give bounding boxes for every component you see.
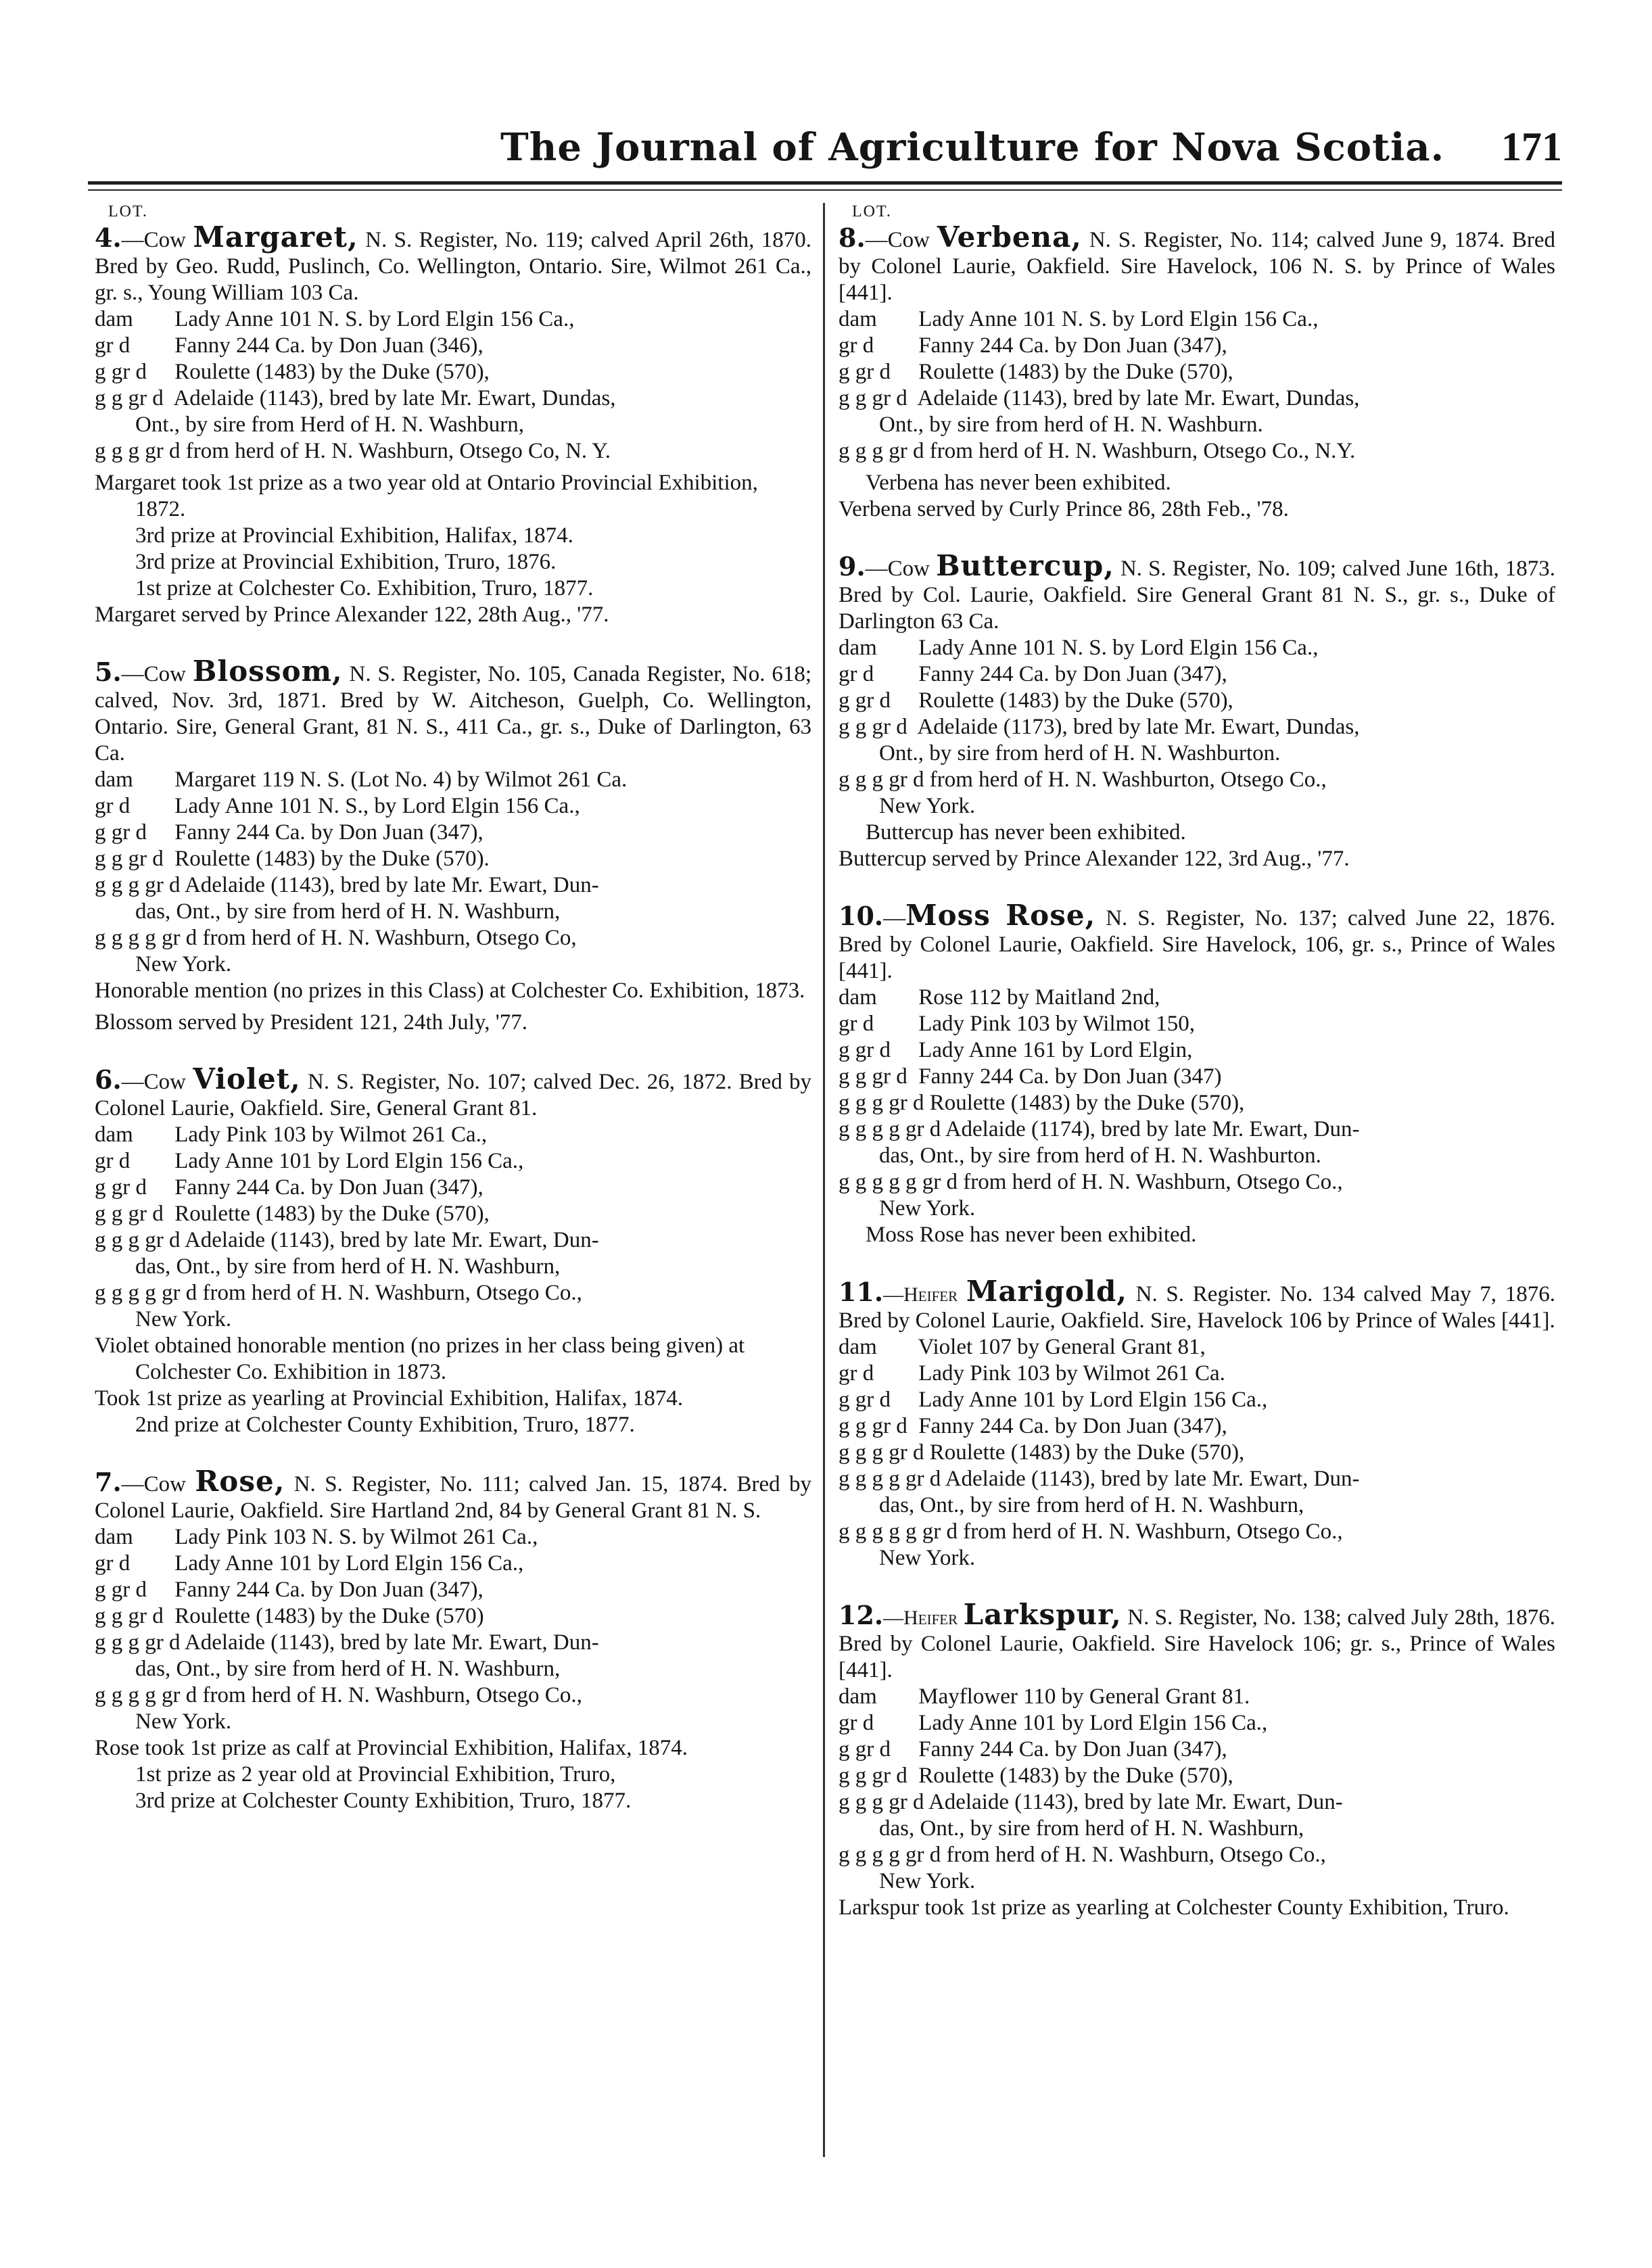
pedigree-text: from herd of H. N. Washburton, Otsego Co., — [929, 767, 1327, 792]
pedigree-line — [839, 985, 1555, 1011]
pedigree-line — [839, 359, 1555, 385]
pedigree-text: Lady Anne 101 N. S. by Lord Elgin 156 Ca., — [918, 307, 1319, 331]
pedigree-continuation: Ont., by sire from herd of H. N. Washburton. — [879, 741, 1281, 765]
pedigree-line — [839, 1361, 1555, 1387]
generation-label: g g gr d — [95, 847, 164, 871]
right-column — [839, 203, 1555, 1921]
generation-label: gr d — [839, 1711, 874, 1735]
pedigree-line — [839, 333, 1555, 359]
entry-description: N. S. Register, No. 109; calved June 16th, 1873. Bred by Col. Laurie, Oakfield. Sire General Grant 81 N. S., gr. s., Duke of Darlington 63 Ca. — [839, 557, 1556, 634]
pedigree-text: Fanny 244 Ca. by Don Juan (347), — [174, 1578, 483, 1602]
generation-label: dam — [95, 1123, 133, 1147]
generation-label: g gr d — [839, 1388, 891, 1412]
generation-label: g gr d — [839, 1038, 891, 1062]
pedigree-text: Fanny 244 Ca. by Don Juan (347), — [918, 1414, 1227, 1438]
pedigree-line — [95, 820, 811, 846]
pedigree-text: Lady Pink 103 by Wilmot 261 Ca., — [174, 1123, 488, 1147]
animal-kind: — — [883, 906, 906, 930]
entry-heading — [95, 1465, 811, 1524]
pedigree-text: Adelaide (1143), bred by late Mr. Ewart, Dun- — [184, 873, 599, 897]
animal-name: Moss Rose, — [905, 899, 1096, 932]
lot-entry-6 — [95, 1062, 812, 1438]
pedigree-text: Fanny 244 Ca. by Don Juan (347), — [918, 333, 1227, 358]
generation-label: gr d — [95, 1551, 131, 1576]
pedigree-line — [839, 1064, 1555, 1090]
entry-note: 1st prize at Colchester Co. Exhibition, Truro, 1877. — [135, 576, 594, 600]
generation-label: g gr d — [839, 360, 891, 384]
entry-description: N. S. Register, No. 111; calved Jan. 15, 1874. Bred by Colonel Laurie, Oakfield. Sire Hartland 2nd, 84 by General Grant 81 N. S. — [95, 1472, 811, 1523]
animal-kind: —Cow — [121, 662, 187, 686]
pedigree-line — [95, 438, 811, 465]
pedigree-text: Violet 107 by General Grant 81, — [918, 1335, 1206, 1359]
lot-entry-4 — [95, 220, 812, 628]
pedigree-text: from herd of H. N. Washburn, Otsego Co., N.Y. — [929, 439, 1356, 463]
animal-kind: —Cow — [121, 1070, 187, 1094]
lot-entry-9 — [839, 549, 1556, 872]
pedigree-line — [95, 793, 811, 820]
pedigree-line — [839, 1684, 1555, 1710]
animal-kind: —Cow — [865, 228, 930, 252]
animal-name: Blossom, — [192, 655, 343, 688]
pedigree-line — [839, 1169, 1555, 1222]
pedigree-line — [95, 1148, 811, 1175]
entry-note: 1st prize as 2 year old at Provincial Exhibition, Truro, — [135, 1762, 616, 1787]
pedigree-line — [95, 767, 811, 793]
lot-number: 11. — [839, 1277, 884, 1307]
pedigree-line — [839, 385, 1555, 438]
pedigree-line — [95, 1524, 811, 1551]
pedigree-line — [95, 846, 811, 872]
animal-name: Larkspur, — [963, 1598, 1122, 1631]
pedigree-continuation: das, Ont., by sire from herd of H. N. Washburn, — [879, 1493, 1304, 1517]
pedigree-continuation: Ont., by sire from Herd of H. N. Washburn, — [135, 412, 525, 437]
entry-description: N. S. Register, No. 105, Canada Register, No. 618; calved, Nov. 3rd, 1871. Bred by W. Aitcheson, Guelph, Co. Wellington, Ontario. Sire, General Grant, 81 N. S., 411 Ca., gr. s., Duke of Darlington, 63 Ca. — [95, 662, 811, 765]
generation-label: g g gr d — [95, 1604, 164, 1628]
generation-label: g g gr d — [95, 1202, 164, 1226]
pedigree-line — [839, 1763, 1555, 1789]
pedigree-line — [839, 635, 1555, 661]
lot-number: 8. — [839, 222, 866, 253]
pedigree-line — [839, 1789, 1555, 1842]
generation-label: g gr d — [839, 1737, 891, 1762]
lot-number: 4. — [95, 222, 122, 253]
entry-heading — [95, 220, 812, 306]
generation-label: g g g g gr d — [95, 1683, 197, 1707]
pedigree-continuation: das, Ont., by sire from herd of H. N. Washburn, — [135, 899, 561, 924]
entry-heading — [95, 1062, 812, 1122]
pedigree-line — [95, 1227, 811, 1280]
pedigree-text: Lady Pink 103 by Wilmot 261 Ca. — [918, 1361, 1225, 1386]
pedigree-continuation: New York. — [135, 1307, 232, 1331]
pedigree-line — [839, 1037, 1555, 1064]
generation-label: g g g g gr d — [839, 1843, 941, 1867]
entry-note: Larkspur took 1st prize as yearling at Colchester County Exhibition, Truro. — [839, 1895, 1509, 1920]
animal-kind: —Heifer — [883, 1283, 958, 1306]
pedigree-text: from herd of H. N. Washburn, Otsego Co, — [202, 926, 577, 950]
entry-heading — [95, 655, 811, 767]
pedigree-line — [839, 1737, 1555, 1763]
header-rule-thin — [88, 189, 1562, 191]
generation-label: g g g gr d — [95, 439, 181, 463]
lot-entry-12 — [839, 1598, 1555, 1921]
pedigree-line — [839, 1011, 1555, 1037]
generation-label: g g gr d — [839, 715, 907, 739]
generation-label: g g g g gr d — [839, 1117, 941, 1141]
generation-label: dam — [839, 985, 877, 1010]
pedigree-line — [839, 438, 1555, 465]
generation-label: dam — [839, 636, 877, 660]
entry-note: Moss Rose has never been exhibited. — [866, 1223, 1197, 1247]
generation-label: g gr d — [95, 820, 147, 845]
pedigree-line — [839, 688, 1555, 714]
pedigree-line — [839, 1440, 1555, 1466]
pedigree-continuation: New York. — [135, 1709, 232, 1734]
journal-title: The Journal of Agriculture for Nova Scotia. — [500, 125, 1445, 170]
generation-label: dam — [839, 307, 877, 331]
pedigree-text: Lady Pink 103 by Wilmot 150, — [918, 1012, 1195, 1036]
pedigree-line — [95, 359, 811, 385]
animal-kind: —Cow — [121, 1472, 187, 1496]
lot-entry-11 — [839, 1275, 1555, 1572]
animal-name: Violet, — [193, 1062, 301, 1095]
animal-name: Rose, — [195, 1465, 285, 1498]
entry-heading — [839, 220, 1556, 306]
generation-label: dam — [839, 1335, 877, 1359]
pedigree-text: Roulette (1483) by the Duke (570), — [918, 688, 1233, 713]
pedigree-line — [839, 1842, 1555, 1895]
entry-note: Took 1st prize as yearling at Provincial Exhibition, Halifax, 1874. — [95, 1386, 684, 1411]
entry-note: 2nd prize at Colchester County Exhibition, Truro, 1877. — [135, 1413, 635, 1437]
entry-note: Verbena has never been exhibited. — [866, 471, 1171, 495]
generation-label: gr d — [95, 794, 131, 818]
pedigree-continuation: New York. — [135, 952, 232, 976]
entry-note: 3rd prize at Provincial Exhibition, Halifax, 1874. — [135, 523, 573, 548]
generation-label: g g gr d — [839, 386, 907, 410]
pedigree-text: Adelaide (1174), bred by late Mr. Ewart, Dun- — [945, 1117, 1360, 1141]
pedigree-line — [839, 1334, 1555, 1361]
lot-entry-7 — [95, 1465, 811, 1814]
pedigree-line — [839, 661, 1555, 688]
entry-heading — [839, 899, 1556, 985]
pedigree-text: Fanny 244 Ca. by Don Juan (347), — [174, 820, 483, 845]
pedigree-line — [839, 1090, 1555, 1116]
pedigree-text: Adelaide (1143), bred by late Mr. Ewart, Dun- — [184, 1630, 599, 1655]
lot-number: 6. — [95, 1064, 122, 1095]
generation-label: gr d — [839, 1361, 874, 1386]
pedigree-line — [839, 1710, 1555, 1737]
generation-label: g gr d — [839, 688, 891, 713]
lot-entry-5 — [95, 655, 811, 1036]
generation-label: g g gr d — [95, 386, 164, 410]
pedigree-text: from herd of H. N. Washburn, Otsego Co, N. Y. — [185, 439, 611, 463]
generation-label: gr d — [839, 333, 874, 358]
pedigree-line — [839, 1466, 1555, 1519]
pedigree-text: Adelaide (1143), bred by late Mr. Ewart, Dundas, — [173, 386, 616, 410]
generation-label: gr d — [839, 1012, 874, 1036]
pedigree-line — [839, 1387, 1555, 1413]
pedigree-line — [95, 1577, 811, 1603]
pedigree-text: Rose 112 by Maitland 2nd, — [918, 985, 1160, 1010]
pedigree-text: from herd of H. N. Washburn, Otsego Co., — [963, 1170, 1343, 1194]
animal-name: Margaret, — [193, 220, 358, 254]
entry-note: Rose took 1st prize as calf at Provincial Exhibition, Halifax, 1874. — [95, 1736, 688, 1760]
column-divider — [823, 203, 825, 2157]
entry-description: N. S. Register, No. 137; calved June 22, 1876. Bred by Colonel Laurie, Oakfield. Sire Havelock, 106, gr. s., Prince of Wales [441]. — [839, 906, 1556, 983]
pedigree-continuation: das, Ont., by sire from herd of H. N. Washburn, — [135, 1657, 561, 1681]
generation-label: g g gr d — [839, 1764, 907, 1788]
generation-label: dam — [95, 767, 133, 792]
pedigree-text: Margaret 119 N. S. (Lot No. 4) by Wilmot 261 Ca. — [174, 767, 628, 792]
pedigree-continuation: New York. — [879, 1869, 976, 1893]
animal-kind: —Cow — [121, 228, 187, 252]
generation-label: g g g g g gr d — [839, 1519, 958, 1544]
entry-heading — [839, 1598, 1555, 1684]
pedigree-text: Fanny 244 Ca. by Don Juan (347), — [918, 1737, 1227, 1762]
generation-label: g g g gr d — [839, 767, 924, 792]
pedigree-continuation: New York. — [879, 1196, 976, 1221]
generation-label: g g gr d — [839, 1414, 907, 1438]
pedigree-text: Adelaide (1143), bred by late Mr. Ewart, Dun- — [184, 1228, 599, 1252]
entry-note: Honorable mention (no prizes in this Class) at Colchester Co. Exhibition, 1873. — [95, 978, 805, 1003]
lot-label: LOT. — [852, 203, 892, 220]
pedigree-text: Lady Anne 101 by Lord Elgin 156 Ca., — [174, 1551, 524, 1576]
pedigree-text: Adelaide (1143), bred by late Mr. Ewart, Dundas, — [917, 386, 1360, 410]
pedigree-line — [95, 1122, 811, 1148]
pedigree-text: Fanny 244 Ca. by Don Juan (347), — [174, 1175, 483, 1200]
lot-number: 10. — [839, 901, 884, 931]
pedigree-continuation: das, Ont., by sire from herd of H. N. Washburn, — [879, 1816, 1304, 1841]
pedigree-continuation: Ont., by sire from herd of H. N. Washburn. — [879, 412, 1263, 437]
generation-label: gr d — [839, 662, 874, 686]
entry-description: N. S. Register, No. 138; calved July 28th, 1876. Bred by Colonel Laurie, Oakfield. Sire Havelock 106; gr. s., Prince of Wales [441]. — [839, 1605, 1555, 1682]
generation-label: dam — [839, 1684, 877, 1709]
pedigree-text: Lady Anne 101 by Lord Elgin 156 Ca., — [918, 1388, 1268, 1412]
lot-entry-8 — [839, 220, 1556, 523]
pedigree-line — [95, 1682, 811, 1735]
pedigree-line — [95, 925, 811, 978]
pedigree-text: Lady Anne 101 N. S., by Lord Elgin 156 Ca., — [174, 794, 580, 818]
pedigree-text: Lady Anne 101 by Lord Elgin 156 Ca., — [174, 1149, 524, 1173]
page-number: 171 — [1501, 124, 1562, 169]
lot-number: 7. — [95, 1467, 122, 1497]
lot-number: 12. — [839, 1600, 884, 1630]
entry-note: 3rd prize at Provincial Exhibition, Truro, 1876. — [135, 550, 557, 574]
generation-label: dam — [95, 307, 133, 331]
generation-label: g gr d — [95, 1578, 147, 1602]
pedigree-continuation: das, Ont., by sire from herd of H. N. Washburn, — [135, 1254, 561, 1279]
running-head — [88, 118, 1562, 179]
pedigree-text: Lady Pink 103 N. S. by Wilmot 261 Ca., — [174, 1525, 538, 1549]
generation-label: gr d — [95, 1149, 131, 1173]
header-rule — [88, 181, 1562, 185]
pedigree-line — [95, 306, 811, 333]
entry-heading — [839, 549, 1556, 635]
entry-heading — [839, 1275, 1555, 1334]
pedigree-line — [95, 1630, 811, 1682]
pedigree-text: Lady Anne 161 by Lord Elgin, — [918, 1038, 1193, 1062]
pedigree-continuation: New York. — [879, 1546, 976, 1570]
entry-note: 3rd prize at Colchester County Exhibition, Truro, 1877. — [135, 1789, 632, 1813]
animal-name: Verbena, — [937, 220, 1082, 254]
entry-note: Violet obtained honorable mention (no prizes in her class being given) at Colchester Co. Exhibition in 1873. — [95, 1333, 745, 1384]
pedigree-line — [95, 385, 811, 438]
generation-label: g g g g gr d — [839, 1467, 941, 1491]
lot-entry-10 — [839, 899, 1556, 1248]
pedigree-text: Lady Anne 101 N. S. by Lord Elgin 156 Ca., — [918, 636, 1319, 660]
pedigree-text: Roulette (1483) by the Duke (570), — [929, 1440, 1245, 1465]
animal-name: Buttercup, — [936, 549, 1114, 582]
lot-number: 5. — [95, 657, 122, 687]
pedigree-line — [95, 1280, 811, 1333]
pedigree-line — [95, 333, 811, 359]
pedigree-text: Mayflower 110 by General Grant 81. — [918, 1684, 1250, 1709]
animal-name: Marigold, — [966, 1275, 1127, 1308]
generation-label: g g g gr d — [95, 1228, 181, 1252]
left-column — [95, 203, 811, 1814]
pedigree-text: Roulette (1483) by the Duke (570). — [174, 847, 490, 871]
pedigree-continuation: New York. — [879, 794, 976, 818]
generation-label: g gr d — [95, 1175, 147, 1200]
pedigree-text: from herd of H. N. Washburn, Otsego Co., — [202, 1683, 582, 1707]
generation-label: g g g g gr d — [95, 1281, 197, 1305]
lot-label: LOT. — [108, 203, 148, 220]
generation-label: g g g g g gr d — [839, 1170, 958, 1194]
pedigree-text: Lady Anne 101 N. S. by Lord Elgin 156 Ca., — [174, 307, 575, 331]
pedigree-text: Lady Anne 101 by Lord Elgin 156 Ca., — [918, 1711, 1268, 1735]
generation-label: g g g gr d — [839, 1440, 924, 1465]
pedigree-text: Adelaide (1143), bred by late Mr. Ewart, Dun- — [945, 1467, 1360, 1491]
pedigree-line — [95, 1551, 811, 1577]
generation-label: g g g gr d — [95, 873, 181, 897]
entry-note: Buttercup served by Prince Alexander 122, 3rd Aug., '77. — [839, 847, 1350, 871]
lot-number: 9. — [839, 551, 866, 582]
pedigree-line — [839, 1413, 1555, 1440]
pedigree-text: Fanny 244 Ca. by Don Juan (346), — [174, 333, 483, 358]
pedigree-line — [839, 714, 1555, 767]
pedigree-line — [95, 1603, 811, 1630]
pedigree-text: Adelaide (1173), bred by late Mr. Ewart, Dundas, — [917, 715, 1360, 739]
generation-label: g g g gr d — [839, 1091, 924, 1115]
entry-note: Blossom served by President 121, 24th July, '77. — [95, 1010, 527, 1035]
pedigree-text: Roulette (1483) by the Duke (570) — [174, 1604, 484, 1628]
entry-note: Verbena served by Curly Prince 86, 28th Feb., '78. — [839, 497, 1289, 521]
entry-description: N. S. Register. No. 134 calved May 7, 1876. Bred by Colonel Laurie, Oakfield. Sire, Havelock 106 by Prince of Wales [441]. — [839, 1282, 1555, 1333]
pedigree-text: Roulette (1483) by the Duke (570), — [918, 1764, 1233, 1788]
pedigree-text: from herd of H. N. Washburn, Otsego Co., — [963, 1519, 1343, 1544]
pedigree-continuation: das, Ont., by sire from herd of H. N. Washburton. — [879, 1143, 1321, 1168]
generation-label: g g g gr d — [839, 439, 924, 463]
entry-note: Buttercup has never been exhibited. — [866, 820, 1186, 845]
generation-label: g g g gr d — [839, 1790, 924, 1814]
pedigree-line — [839, 767, 1555, 820]
generation-label: g g gr d — [839, 1064, 907, 1089]
generation-label: g g g gr d — [95, 1630, 181, 1655]
pedigree-line — [95, 872, 811, 925]
generation-label: g g g g gr d — [95, 926, 197, 950]
entry-note: Margaret took 1st prize as a two year old at Ontario Provincial Exhibition, 1872. — [95, 471, 758, 521]
pedigree-text: Roulette (1483) by the Duke (570), — [918, 360, 1233, 384]
pedigree-line — [95, 1201, 811, 1227]
animal-kind: —Cow — [865, 557, 930, 581]
pedigree-text: Roulette (1483) by the Duke (570), — [929, 1091, 1245, 1115]
generation-label: gr d — [95, 333, 131, 358]
pedigree-text: Fanny 244 Ca. by Don Juan (347), — [918, 662, 1227, 686]
pedigree-line — [839, 1116, 1555, 1169]
entry-description: N. S. Register, No. 107; calved Dec. 26, 1872. Bred by Colonel Laurie, Oakfield. Sire, General Grant 81. — [95, 1070, 812, 1120]
animal-kind: —Heifer — [883, 1607, 958, 1629]
entry-description: N. S. Register, No. 119; calved April 26th, 1870. Bred by Geo. Rudd, Puslinch, Co. Wellington, Ontario. Sire, Wilmot 261 Ca., gr. s., Young William 103 Ca. — [95, 228, 812, 305]
pedigree-text: Adelaide (1143), bred by late Mr. Ewart, Dun- — [928, 1790, 1343, 1814]
generation-label: g gr d — [95, 360, 147, 384]
generation-label: dam — [95, 1525, 133, 1549]
pedigree-text: from herd of H. N. Washburn, Otsego Co., — [202, 1281, 582, 1305]
pedigree-text: Roulette (1483) by the Duke (570), — [174, 1202, 490, 1226]
entry-description: N. S. Register, No. 114; calved June 9, 1874. Bred by Colonel Laurie, Oakfield. Sire Havelock, 106 N. S. by Prince of Wales [441]. — [839, 228, 1556, 305]
pedigree-line — [839, 1519, 1555, 1572]
entry-note: Margaret served by Prince Alexander 122, 28th Aug., '77. — [95, 603, 609, 627]
pedigree-text: from herd of H. N. Washburn, Otsego Co., — [946, 1843, 1326, 1867]
pedigree-text: Fanny 244 Ca. by Don Juan (347) — [918, 1064, 1222, 1089]
pedigree-text: Roulette (1483) by the Duke (570), — [174, 360, 490, 384]
pedigree-line — [95, 1175, 811, 1201]
pedigree-line — [839, 306, 1555, 333]
